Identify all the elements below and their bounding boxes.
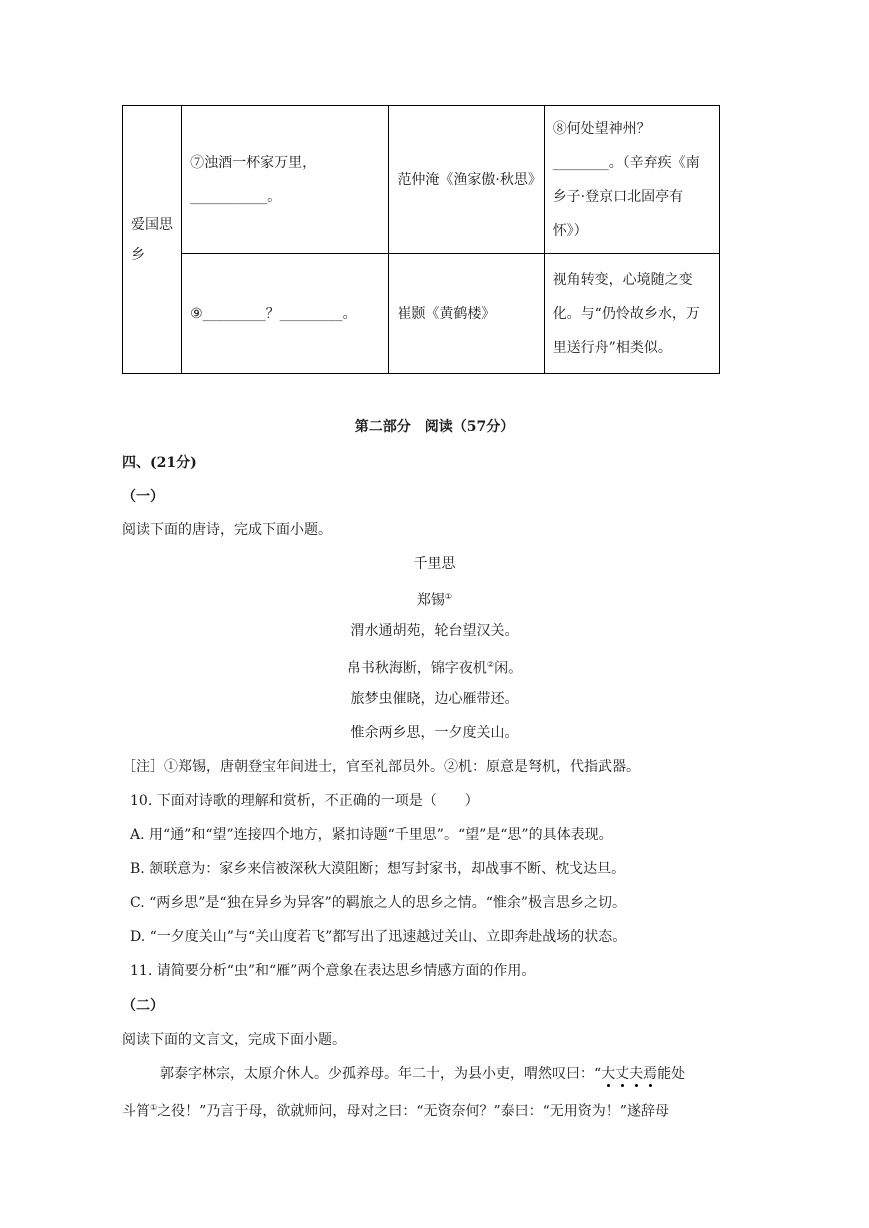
- dotted-char: 丈: [615, 1066, 630, 1082]
- dotted-char: 大: [601, 1066, 616, 1082]
- part1-heading: （一）: [122, 489, 164, 505]
- quote-cell-9: ⑨_________？_________。: [182, 254, 389, 374]
- author-cell-9: 崔颢《黄鹤楼》: [389, 254, 544, 374]
- part2-instruction: 阅读下面的文言文，完成下面小题。: [122, 1032, 346, 1048]
- q10-option-a: A. 用“通”和“望”连接四个地方，紧扣诗题“千里思”。“望”是“思”的具体表现。: [130, 827, 613, 843]
- part1-instruction: 阅读下面的唐诗，完成下面小题。: [122, 522, 332, 538]
- passage-line-1: 郭泰字林宗，太原介休人。少孤养母。年二十，为县小吏，喟然叹曰：“大丈夫焉能处: [160, 1066, 686, 1082]
- part2-heading: （二）: [122, 998, 164, 1014]
- poem-table: [122, 105, 720, 374]
- poem-title: 千里思: [413, 556, 456, 572]
- poem-line-1: 渭水通胡苑，轮台望汉关。: [350, 623, 519, 639]
- poem-author: 郑锡①: [416, 592, 453, 609]
- dotted-char: 夫: [629, 1066, 644, 1082]
- annotation: ［注］①郑锡，唐朝登宝年间进士，官至礼部员外。②机：原意是弩机，代指武器。: [122, 759, 640, 775]
- note-cell-8: [544, 106, 719, 254]
- note-8a: ⑧何处望神州？: [552, 120, 651, 137]
- category-cell: 爱国思乡: [123, 106, 182, 374]
- note-8b: ________。（辛弃疾《南乡子·登京口北固亭有怀》）: [552, 154, 700, 239]
- poem-line-2: 帛书秋海断，锦字夜机②闲。: [346, 660, 523, 677]
- q10-option-b: B. 颔联意为：家乡来信被深秋大漠阻断；想写封家书，却战事不断、枕戈达旦。: [130, 861, 626, 877]
- note-cell-9: 视角转变，心境随之变化。与“仍怜故乡水，万里送行舟”相类似。: [544, 254, 719, 374]
- q10-option-c: C. “两乡思”是“独在异乡为异客”的羁旅之人的思乡之情。“惟余”极言思乡之切。: [130, 895, 627, 911]
- q4-heading: 四、(21分): [122, 455, 197, 471]
- quote-7: ⑦浊酒一杯家万里，: [190, 154, 317, 171]
- section-title: 第二部分 阅读（57分）: [354, 419, 515, 435]
- quote-cell-7: [182, 106, 389, 254]
- poem-line-4: 惟余两乡思，一夕度关山。: [350, 725, 519, 741]
- dotted-char: 焉: [643, 1066, 658, 1082]
- blank-7: ___________。: [190, 188, 282, 205]
- passage-line-2: 斗筲①之役！”乃言于母，欲就师问，母对之曰：“无资奈何？”泰曰：“无用资为！”遂辞母: [122, 1103, 669, 1120]
- q10-stem: 10. 下面对诗歌的理解和赏析，不正确的一项是（ ）: [130, 793, 479, 809]
- q11: 11. 请简要分析“虫”和“雁”两个意象在表达思乡情感方面的作用。: [130, 963, 536, 979]
- q10-option-d: D. “一夕度关山”与“关山度若飞”都写出了迅速越过关山、立即奔赴战场的状态。: [130, 929, 627, 945]
- poem-line-3: 旅梦虫催晓，边心雁带还。: [350, 691, 519, 707]
- author-cell-7: 范仲淹《渔家傲·秋思》: [389, 106, 544, 254]
